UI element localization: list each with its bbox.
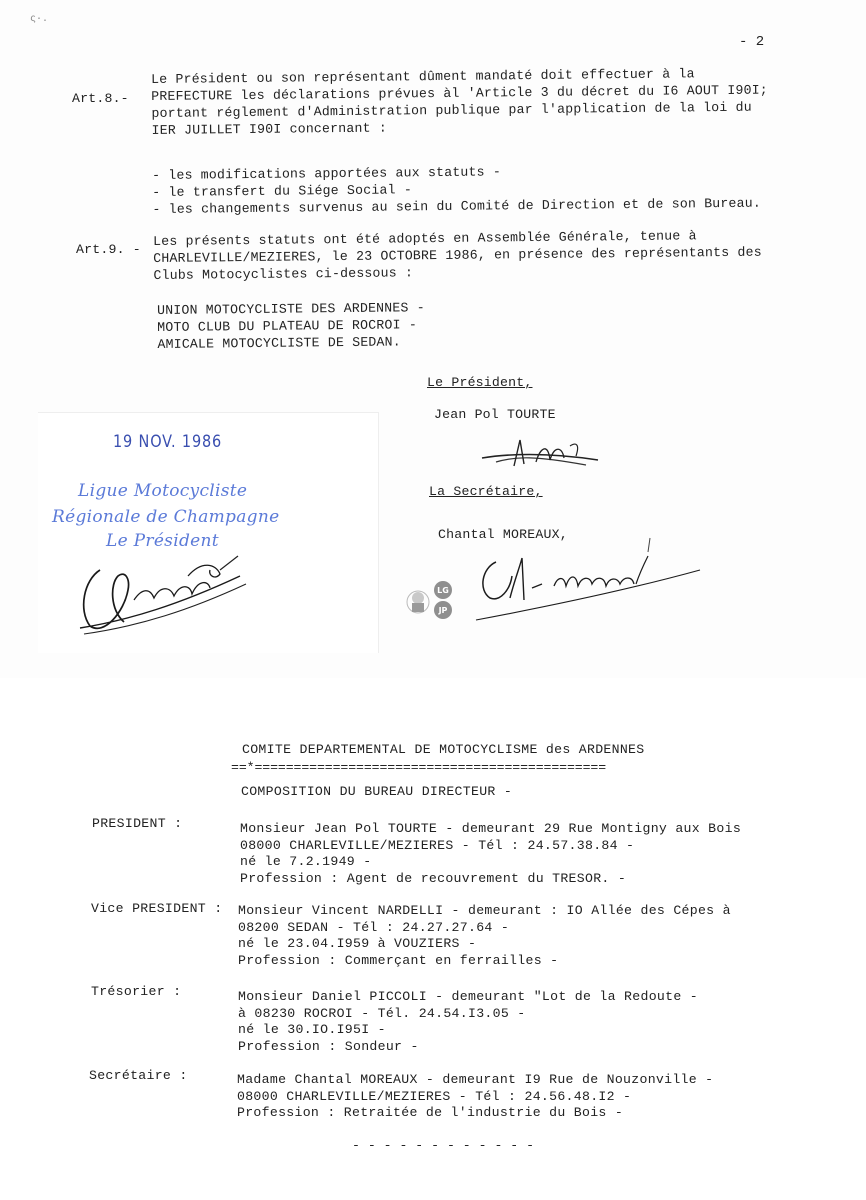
stamp-date: 19 NOV. 1986 bbox=[113, 432, 223, 452]
member-line: 08200 SEDAN - Tél : 24.27.27.64 - bbox=[238, 919, 510, 935]
art8-label: Art.8.- bbox=[72, 91, 129, 106]
member-line: Profession : Retraitée de l'industrie du Bois - bbox=[237, 1105, 624, 1120]
member-line: Profession : Sondeur - bbox=[238, 1038, 419, 1054]
secretary-signature bbox=[470, 528, 706, 628]
member-line: Profession : Commerçant en ferrailles - bbox=[238, 952, 559, 968]
member-president bbox=[240, 821, 741, 887]
art8-line: IER JUILLET I90I concernant : bbox=[151, 120, 388, 138]
club-list bbox=[157, 299, 425, 353]
committee-title: COMITE DEPARTEMENTAL DE MOTOCYCLISME des ARDENNES bbox=[242, 742, 645, 757]
art8-line: PREFECTURE les déclarations prévues àl 'Article 3 du décret du I6 AOUT I90I; bbox=[151, 82, 768, 104]
role-secretary: Secrétaire : bbox=[89, 1068, 188, 1083]
president-title: Le Président, bbox=[427, 375, 533, 390]
closing-rule: - - - - - - - - - - - - bbox=[352, 1138, 535, 1153]
member-line: Monsieur Vincent NARDELLI - demeurant : IO Allée des Cépes à bbox=[238, 903, 731, 918]
document-page-2 bbox=[0, 678, 866, 1200]
member-line: né le 7.2.1949 - bbox=[240, 854, 372, 869]
president-name: Jean Pol TOURTE bbox=[434, 407, 556, 422]
art8-body bbox=[151, 65, 768, 139]
member-line: né le 30.IO.I95I - bbox=[238, 1022, 386, 1037]
art9-line: Les présents statuts ont été adoptés en Assemblée Générale, tenue à bbox=[153, 228, 697, 249]
art9-line: Clubs Motocyclistes ci-dessous : bbox=[153, 265, 414, 283]
art9-label: Art.9. - bbox=[76, 242, 141, 257]
corner-marks: ς·. bbox=[30, 14, 49, 25]
art8-bullet: - les changements survenus au sein du Comité de Direction et de son Bureau. bbox=[152, 195, 762, 217]
member-line: Monsieur Jean Pol TOURTE - demeurant 29 Rue Montigny aux Bois bbox=[240, 821, 742, 836]
bureau-subtitle: COMPOSITION DU BUREAU DIRECTEUR - bbox=[241, 784, 513, 799]
club-item: AMICALE MOTOCYCLISTE DE SEDAN. bbox=[157, 334, 401, 352]
logo-text-data bbox=[1, 1, 2, 2]
league-president-signature bbox=[70, 540, 270, 640]
member-line: Profession : Agent de recouvrement du TRESOR. - bbox=[240, 870, 627, 886]
member-line: 08000 CHARLEVILLE/MEZIERES - Tél : 24.56.48.I2 - bbox=[237, 1088, 632, 1104]
stamp-line-2: Régionale de Champagne bbox=[52, 507, 280, 527]
art9-line: CHARLEVILLE/MEZIERES, le 23 OCTOBRE 1986, en présence des représentants des bbox=[153, 244, 762, 266]
club-item: MOTO CLUB DU PLATEAU DE ROCROI - bbox=[157, 317, 417, 335]
secretary-title: La Secrétaire, bbox=[429, 484, 543, 499]
art8-line: Le Président ou son représentant dûment mandaté doit effectuer à la bbox=[151, 66, 695, 87]
president-signature bbox=[476, 432, 606, 472]
member-line: Monsieur Daniel PICCOLI - demeurant "Lot de la Redoute - bbox=[238, 989, 698, 1004]
art8-bullets bbox=[152, 161, 761, 218]
logo-text: LG bbox=[437, 586, 449, 595]
stamp-line-3: Le Président bbox=[106, 531, 219, 551]
club-item: UNION MOTOCYCLISTE DES ARDENNES - bbox=[157, 300, 425, 318]
art8-bullet: - les modifications apportées aux statuts - bbox=[152, 164, 502, 183]
member-vice-president bbox=[238, 903, 731, 969]
secretary-name: Chantal MOREAUX, bbox=[438, 527, 568, 542]
member-secretary bbox=[237, 1072, 713, 1122]
stamp-line-1: Ligue Motocycliste bbox=[78, 481, 248, 501]
lgjp-logo bbox=[404, 578, 460, 624]
svg-text:JP: JP bbox=[438, 606, 448, 615]
role-president: PRESIDENT : bbox=[92, 816, 183, 831]
role-vice-president: Vice PRESIDENT : bbox=[91, 901, 223, 916]
title-rule: ==*============================================= bbox=[231, 760, 607, 775]
member-treasurer bbox=[238, 989, 698, 1055]
art9-body bbox=[153, 227, 762, 284]
art8-line: portant réglement d'Administration publique par l'application de la loi du bbox=[151, 99, 752, 121]
member-line: 08000 CHARLEVILLE/MEZIERES - Tél : 24.57.38.84 - bbox=[240, 837, 635, 853]
member-line: né le 23.04.I959 à VOUZIERS - bbox=[238, 936, 477, 951]
page-number: - 2 bbox=[739, 34, 765, 50]
art8-bullet: - le transfert du Siége Social - bbox=[152, 182, 412, 200]
member-line: à 08230 ROCROI - Tél. 24.54.I3.05 - bbox=[238, 1005, 526, 1021]
role-treasurer: Trésorier : bbox=[91, 984, 182, 999]
member-line: Madame Chantal MOREAUX - demeurant I9 Rue de Nouzonville - bbox=[237, 1072, 714, 1087]
